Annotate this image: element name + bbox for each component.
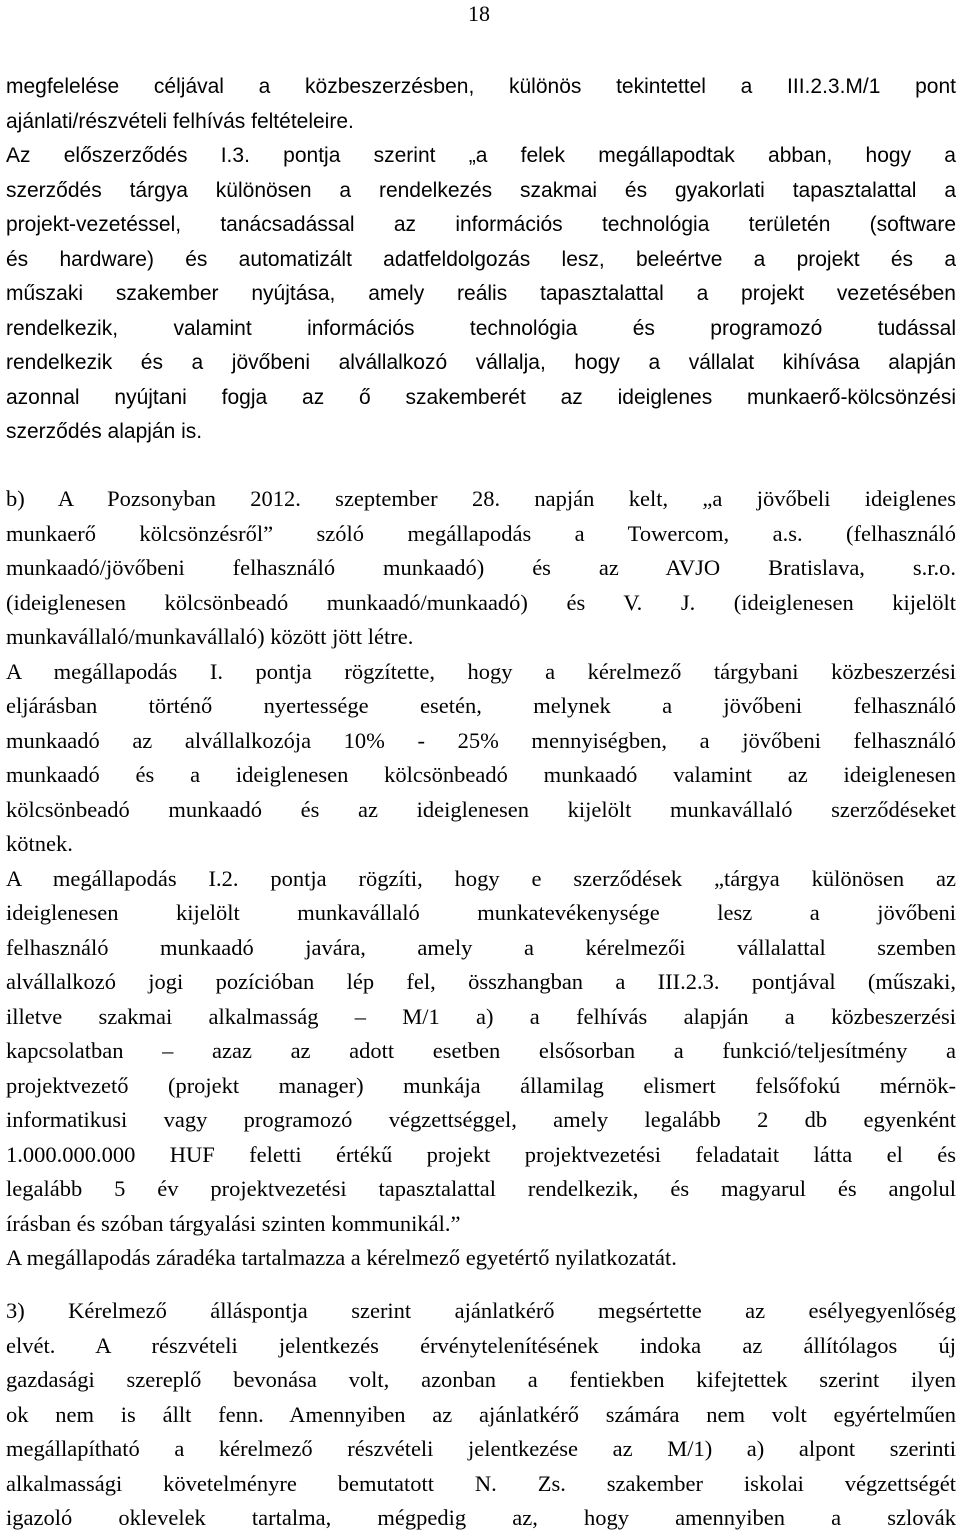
text-line: munkavállaló/munkavállaló) között jött létre.: [6, 624, 414, 649]
text-line: b) A Pozsonyban 2012. szeptember 28. napján kelt, „a jövőbeli ideiglenes: [6, 486, 956, 511]
text-line: alkalmassági követelményre bemutatott N. Zs. szakember iskolai végzettségét: [6, 1470, 956, 1496]
text-line: műszaki szakember nyújtása, amely reális tapasztalattal a projekt vezetésében: [6, 282, 956, 305]
text-line: Az előszerződés I.3. pontja szerint „a felek megállapodtak abban, hogy a: [6, 144, 956, 167]
text-line: kötnek.: [6, 831, 73, 856]
text-line: A megállapodás I.2. pontja rögzíti, hogy e szerződések „tárgya különösen az: [6, 865, 956, 891]
text-line: (ideiglenesen kölcsönbeadó munkaadó/munkaadó) és V. J. (ideiglenesen kijelölt: [6, 589, 956, 615]
text-line: illetve szakmai alkalmasság – M/1 a) a felhívás alapján a közbeszerzési: [6, 1003, 956, 1029]
paragraph-preliminary-contract: [6, 70, 956, 450]
text-line: rendelkezik és a jövőbeni alvállalkozó vállalja, hogy a vállalat kihívása alapján: [6, 351, 956, 374]
text-line: munkaadó/jövőbeni felhasználó munkaadó) és az AVJO Bratislava, s.r.o.: [6, 555, 956, 580]
text-line: 1.000.000.000 HUF feletti értékű projekt projektvezetési feladatait látta el és: [6, 1141, 956, 1167]
text-line: felhasználó munkaadó javára, amely a kérelmezői vállalattal szemben: [6, 934, 956, 960]
text-line: kölcsönbeadó munkaadó és az ideiglenesen kijelölt munkavállaló szerződéseket: [6, 796, 956, 822]
text-line: azonnal nyújtani fogja az ő szakemberét az ideiglenes munkaerő-kölcsönzési: [6, 385, 956, 409]
text-line: munkaadó az alvállalkozója 10% - 25% mennyiségben, a jövőbeni felhasználó: [6, 727, 956, 753]
paragraph-point-3: [6, 1294, 956, 1536]
text-line: projekt-vezetéssel, tanácsadással az információs technológia területén (software: [6, 213, 956, 236]
text-line: megállapítható a kérelmező részvételi jelentkezése az M/1) a) alpont szerinti: [6, 1436, 956, 1461]
text-line: informatikusi vagy programozó végzettséggel, amely legalább 2 db egyenként: [6, 1107, 956, 1132]
text-line: elvét. A részvételi jelentkezés érvénytelenítésének indoka az állítólagos új: [6, 1332, 956, 1358]
text-line: munkaadó és a ideiglenesen kölcsönbeadó munkaadó valamint az ideiglenesen: [6, 762, 956, 787]
text-line: igazoló oklevelek tartalma, mégpedig az, hogy amennyiben a szlovák: [6, 1505, 956, 1530]
text-line: rendelkezik, valamint információs technológia és programozó tudással: [6, 316, 956, 340]
text-line: írásban és szóban tárgyalási szinten kommunikál.”: [6, 1210, 461, 1236]
text-line: munkaerő kölcsönzésről” szóló megállapodás a Towercom, a.s. (felhasználó: [6, 520, 956, 546]
text-line: gazdasági szereplő bevonása volt, azonban a fentiekben kifejtettek szerint ilyen: [6, 1367, 956, 1392]
text-line: alvállalkozó jogi pozícióban lép fel, összhangban a III.2.3. pontjával (műszaki,: [6, 969, 956, 994]
text-line: megfelelése céljával a közbeszerzésben, különös tekintettel a III.2.3.M/1 pont: [6, 75, 956, 98]
text-line: szerződés tárgya különösen a rendelkezés szakmai és gyakorlati tapasztalattal a: [6, 178, 956, 202]
text-line: A megállapodás záradéka tartalmazza a kérelmező egyetértő nyilatkozatát.: [6, 1245, 677, 1270]
text-line: és hardware) és automatizált adatfeldolgozás lesz, beleértve a projekt és a: [6, 247, 956, 271]
page-number: 18: [468, 1, 490, 26]
text-line: 3) Kérelmező álláspontja szerint ajánlatkérő megsértette az esélyegyenlőség: [6, 1298, 956, 1323]
text-line: ideiglenesen kijelölt munkavállaló munkatevékenysége lesz a jövőbeni: [6, 900, 956, 925]
text-line: projektvezető (projekt manager) munkája államilag elismert felsőfokú mérnök-: [6, 1072, 956, 1098]
text-line: kapcsolatban – azaz az adott esetben elsősorban a funkció/teljesítmény a: [6, 1038, 956, 1063]
text-line: eljárásban történő nyertessége esetén, melynek a jövőbeni felhasználó: [6, 693, 956, 718]
text-line: ajánlati/részvételi felhívás feltételeire.: [6, 109, 354, 133]
text-line: legalább 5 év projektvezetési tapasztalattal rendelkezik, és magyarul és angolul: [6, 1176, 956, 1201]
text-line: szerződés alapján is.: [6, 420, 203, 443]
text-line: ok nem is állt fenn. Amennyiben az ajánlatkérő számára nem volt egyértelműen: [6, 1401, 956, 1427]
paragraph-agreement-b: [6, 482, 956, 1276]
text-line: A megállapodás I. pontja rögzítette, hogy a kérelmező tárgybani közbeszerzési: [6, 658, 956, 684]
